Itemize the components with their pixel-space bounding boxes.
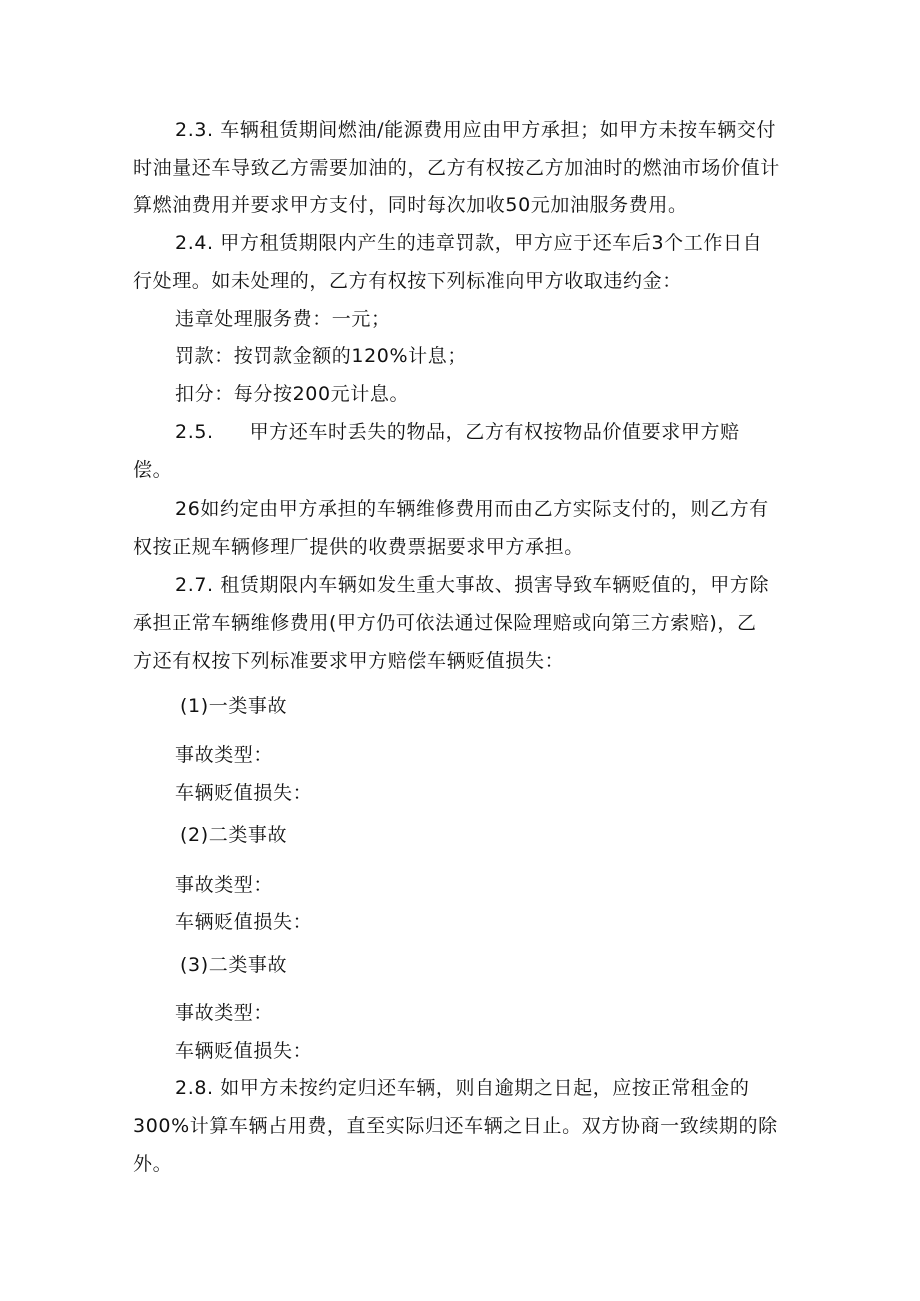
- clause-2-5-line-1: [175, 419, 740, 445]
- clause-2-5-text: 甲方还车时丢失的物品，乙方有权按物品价值要求甲方赔: [249, 421, 740, 443]
- clause-2-7-line-3: 方还有权按下列标准要求甲方赔偿车辆贬值损失：: [133, 650, 565, 672]
- clause-2-8-line-1: 2.8. 如甲方未按约定归还车辆，则自逾期之日起，应按正常租金的: [175, 1077, 750, 1099]
- clause-2-3-line-2: 时油量还车导致乙方需要加油的，乙方有权按乙方加油时的燃油市场价值计: [133, 157, 780, 179]
- accident-2-loss: 车辆贬值损失：: [175, 911, 313, 933]
- accident-1-loss: 车辆贬值损失：: [175, 782, 313, 804]
- accident-3-type: 事故类型：: [175, 1002, 274, 1024]
- accident-3-heading: (3)二类事故: [180, 954, 288, 976]
- clause-2-3-line-1: 2.3. 车辆租赁期间燃油/能源费用应由甲方承担；如甲方未按车辆交付: [175, 119, 777, 141]
- clause-2-4-line-1: 2.4. 甲方租赁期限内产生的违章罚款，甲方应于还车后3个工作日自: [175, 232, 763, 254]
- accident-3-loss: 车辆贬值损失：: [175, 1040, 313, 1062]
- clause-2-7-line-2: 承担正常车辆维修费用(甲方仍可依法通过保险理赔或向第三方索赔)，乙: [133, 612, 757, 634]
- clause-2-5-number: 2.5.: [175, 421, 214, 443]
- clause-2-7-line-1: 2.7. 租赁期限内车辆如发生重大事故、损害导致车辆贬值的，甲方除: [175, 574, 770, 596]
- accident-1-type: 事故类型：: [175, 744, 274, 766]
- clause-2-6-line-1: 26如约定由甲方承担的车辆维修费用而由乙方实际支付的，则乙方有: [175, 498, 769, 520]
- clause-2-8-line-3: 外。: [133, 1153, 173, 1175]
- clause-2-6-line-2: 权按正规车辆修理厂提供的收费票据要求甲方承担。: [133, 536, 584, 558]
- clause-2-5-line-2: 偿。: [133, 459, 173, 481]
- clause-2-4-line-2: 行处理。如未处理的，乙方有权按下列标准向甲方收取违约金：: [133, 270, 682, 292]
- clause-2-8-line-2: 300%计算车辆占用费，直至实际归还车辆之日止。双方协商一致续期的除: [133, 1115, 778, 1137]
- accident-2-type: 事故类型：: [175, 874, 274, 896]
- clause-2-4-item-points: 扣分：每分按200元计息。: [175, 383, 410, 405]
- accident-2-heading: (2)二类事故: [180, 824, 288, 846]
- clause-2-4-item-fine: 罚款：按罚款金额的120%计息；: [175, 345, 467, 367]
- clause-2-3-line-3: 算燃油费用并要求甲方支付，同时每次加收50元加油服务费用。: [133, 194, 688, 216]
- accident-1-heading: (1)一类事故: [180, 695, 288, 717]
- clause-2-4-item-service-fee: 违章处理服务费：一元；: [175, 308, 391, 330]
